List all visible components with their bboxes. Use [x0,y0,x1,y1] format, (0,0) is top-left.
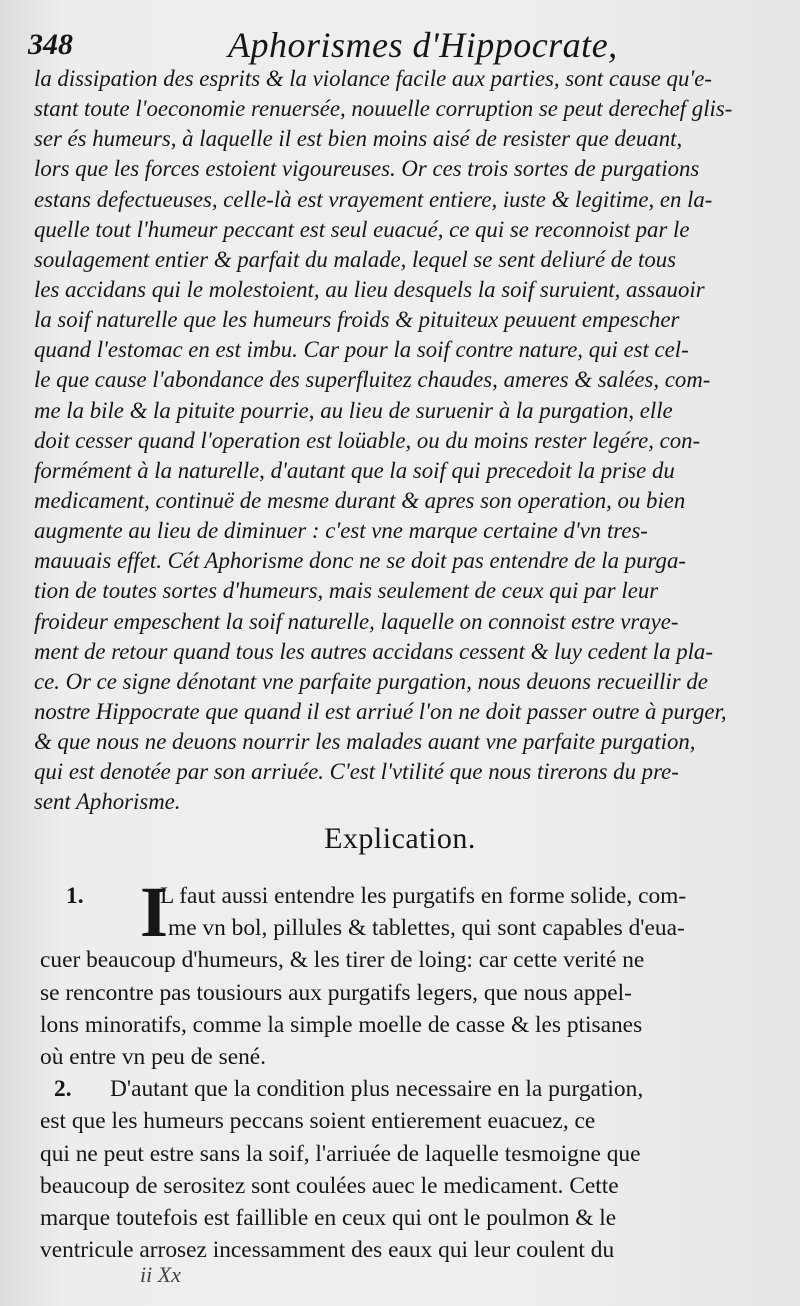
text-line: mauuais effet. Cét Aphorisme donc ne se doit pas entendre de la purga- [34,548,686,574]
running-title: Aphorismes d'Hippocrate, [228,25,618,65]
text-line: quand l'estomac en est imbu. Car pour la soif contre nature, qui est cel- [34,337,689,363]
text-line: augmente au lieu de diminuer : c'est vne marque certaine d'vn tres- [34,518,648,544]
text-line: cuer beaucoup d'humeurs, & les tirer de loing: car cette verité ne [40,947,645,974]
text-line: qui est denotée par son arriuée. C'est l'vtilité que nous tirerons du pre- [34,759,679,785]
section-heading: Explication. [324,822,476,855]
text-line: se rencontre pas tousiours aux purgatifs legers, que nous appel- [40,979,632,1006]
text-line: formément à la naturelle, d'autant que la soif qui precedoit la prise du [34,457,675,483]
text-line: doit cesser quand l'operation est loüable, ou du moins rester legére, con- [34,427,701,453]
text-line: soulagement entier & parfait du malade, lequel se sent deliuré de tous [34,246,677,272]
text-line: L faut aussi entendre les purgatifs en forme solide, com- [160,883,687,909]
text-line: D'autant que la condition plus necessaire en la purgation, [110,1076,644,1103]
text-line: les accidans qui le molestoient, au lieu desquels la soif suruient, assauoir [34,276,705,302]
paragraph-number: 1. [66,883,84,909]
explanation-text [40,872,770,1266]
text-line: tion de toutes sortes d'humeurs, mais seulement de ceux qui par leur [34,578,659,604]
text-line: ce. Or ce signe dénotant vne parfaite purgation, nous deuons recueillir de [34,668,708,694]
text-line: ment de retour quand tous les autres accidans cessent & luy cedent la pla- [34,638,713,664]
page-number: 348 [28,28,73,61]
paragraph-2-first-line [40,1073,770,1105]
text-line: beaucoup de serositez sont coulées auec le medicament. Cette [40,1172,619,1199]
text-line: stant toute l'oeconomie renuersée, nouuelle corruption se peut derechef glis- [34,96,733,122]
text-line: où entre vn peu de sené. [40,1043,267,1070]
text-line: quelle tout l'humeur peccant est seul euacué, ce qui se reconnoist par le [34,216,690,242]
text-line: estans defectueuses, celle-là est vrayement entiere, iuste & legitime, en la- [34,186,713,212]
text-line: le que cause l'abondance des superfluitez chaudes, ameres & salées, com- [34,367,711,393]
text-line: lons minoratifs, comme la simple moelle de casse & les ptisanes [40,1011,643,1038]
commentary-text [34,64,768,818]
text-line: la dissipation des esprits & la violance facile aux parties, sont cause qu'e- [34,66,712,91]
text-line: qui ne peut estre sans la soif, l'arriuée de laquelle tesmoigne que [40,1140,641,1167]
text-line: me la bile & la pituite pourrie, au lieu de suruenir à la purgation, elle [34,397,673,423]
text-line: froideur empeschent la soif naturelle, laquelle on connoist estre vraye- [34,608,679,634]
text-line: sent Aphorisme. [34,789,181,815]
text-line: est que les humeurs peccans soient entierement euacuez, ce [40,1108,596,1135]
drop-cap: I [140,872,169,952]
text-line: ventricule arrosez incessamment des eaux qui leur coulent du [40,1237,615,1264]
text-line: nostre Hippocrate que quand il est arriué l'on ne doit passer outre à purger, [34,698,727,724]
signature-mark: ii Xx [140,1262,181,1287]
page-header [28,22,772,68]
text-line: lors que les forces estoient vigoureuses. Or ces trois sortes de purgations [34,156,700,182]
text-line: medicament, continuë de mesme durant & apres son operation, ou bien [34,487,686,513]
text-line: me vn bol, pillules & tablettes, qui sont capables d'eua- [168,915,685,942]
text-line: ser és humeurs, à laquelle il est bien moins aisé de resister que deuant, [34,126,683,152]
paragraph-number: 2. [54,1076,72,1103]
text-line: & que nous ne deuons nourrir les malades auant vne parfaite purgation, [34,729,696,755]
text-line: la soif naturelle que les humeurs froids & pituiteux peuuent empescher [34,307,680,333]
text-line: marque toutefois est faillible en ceux qui ont le poulmon & le [40,1204,617,1231]
